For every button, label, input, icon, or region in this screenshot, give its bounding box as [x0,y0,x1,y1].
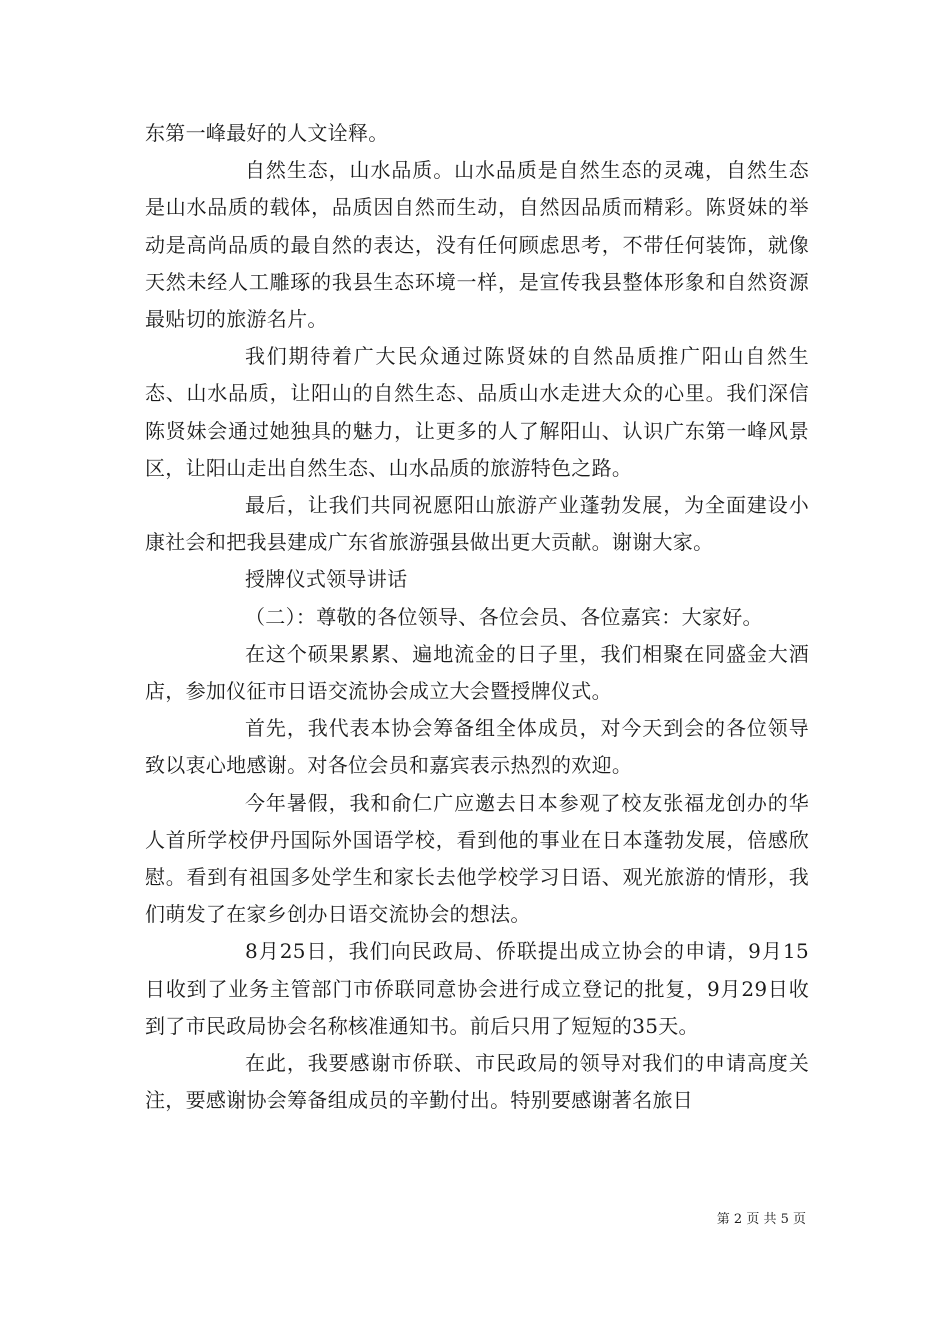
paragraph-9: 今年暑假，我和俞仁广应邀去日本参观了校友张福龙创办的华人首所学校伊丹国际外国语学校，看到他的事业在日本蓬勃发展，倍感欣慰。看到有祖国多处学生和家长去他学校学习日语、观光旅游的情形，我们萌发了在家乡创办日语交流协会的想法。 [145,790,809,927]
document-body [145,115,809,1119]
paragraph-1: 东第一峰最好的人文诠释。 [145,121,389,145]
page-number: 第 2 页 共 5 页 [716,1212,806,1227]
section-heading: 授牌仪式领导讲话 [245,567,408,592]
paragraph-10: 8月25日，我们向民政局、侨联提出成立协会的申请，9月15日收到了业务主管部门市侨联同意协会进行成立登记的批复，9月29日收到了市民政局协会名称核准通知书。前后只用了短短的35天。 [145,939,809,1038]
paragraph-3: 我们期待着广大民众通过陈贤妹的自然品质推广阳山自然生态、山水品质，让阳山的自然生态、品质山水走进大众的心里。我们深信陈贤妹会通过她独具的魅力，让更多的人了解阳山、认识广东第一峰风景区，让阳山走出自然生态、山水品质的旅游特色之路。 [145,344,809,480]
salutation: （二）：尊敬的各位领导、各位会员、各位嘉宾：大家好。 [245,604,763,629]
paragraph-8: 首先，我代表本协会筹备组全体成员，对今天到会的各位领导致以衷心地感谢。对各位会员和嘉宾表示热烈的欢迎。 [145,716,809,778]
paragraph-4: 最后，让我们共同祝愿阳山旅游产业蓬勃发展，为全面建设小康社会和把我县建成广东省旅游强县做出更大贡献。谢谢大家。 [145,493,809,555]
paragraph-2: 自然生态，山水品质。山水品质是自然生态的灵魂，自然生态是山水品质的载体，品质因自然而生动，自然因品质而精彩。陈贤妹的举动是高尚品质的最自然的表达，没有任何顾虑思考，不带任何装饰，就像天然未经人工雕琢的我县生态环境一样，是宣传我县整体形象和自然资源最贴切的旅游名片。 [145,158,809,332]
paragraph-11: 在此，我要感谢市侨联、市民政局的领导对我们的申请高度关注，要感谢协会筹备组成员的辛勤付出。特别要感谢著名旅日 [145,1051,809,1113]
paragraph-7: 在这个硕果累累、遍地流金的日子里，我们相聚在同盛金大酒店，参加仪征市日语交流协会成立大会暨授牌仪式。 [145,641,809,704]
